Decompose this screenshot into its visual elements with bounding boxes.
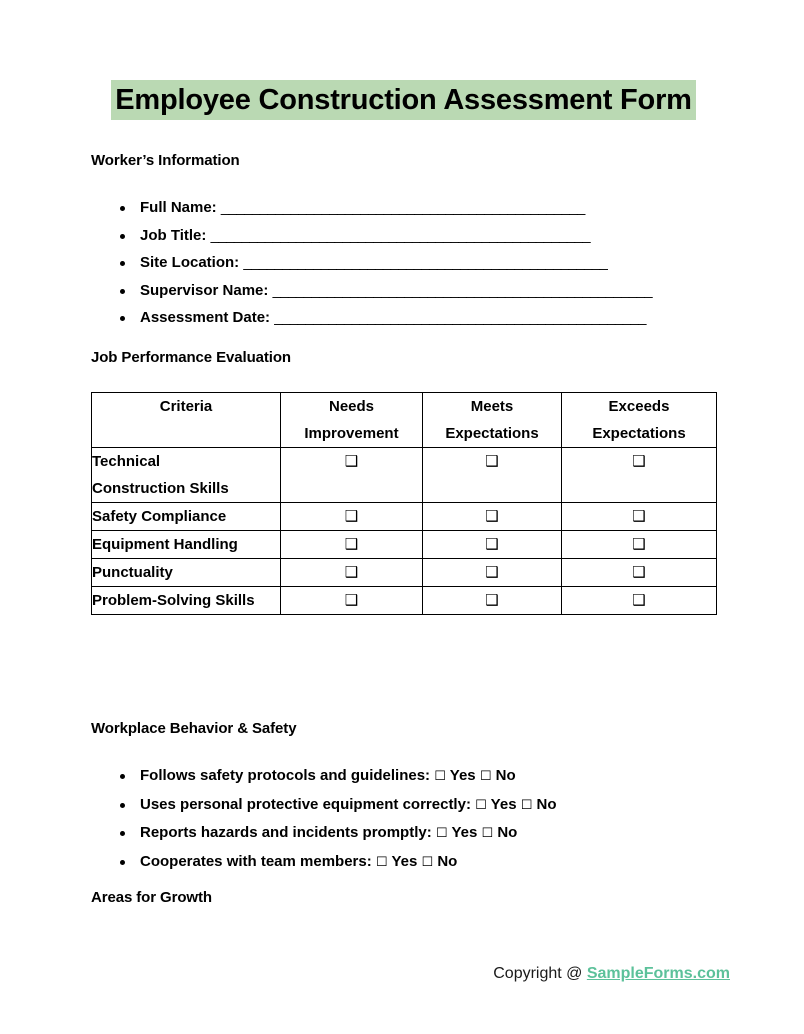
checkbox-icon[interactable]: ❑ (632, 507, 646, 525)
criteria-line1: Punctuality (92, 564, 173, 581)
checkbox-icon-yes[interactable]: ☐ (435, 826, 448, 841)
behavior-yes-label: Yes (449, 767, 476, 784)
section-heading-worker-information: Worker’s Information (91, 152, 240, 169)
behavior-yes-label: Yes (490, 795, 517, 813)
checkbox-cell-exceeds[interactable] (562, 559, 717, 587)
checkbox-icon-yes[interactable]: ☐ (375, 854, 388, 870)
table-row (92, 587, 717, 615)
criteria-cell-punctuality (92, 559, 281, 587)
table-header-row (92, 393, 717, 448)
checkbox-cell-needs[interactable] (281, 531, 423, 559)
behavior-no-label: No (497, 824, 518, 841)
checkbox-cell-exceeds[interactable] (562, 587, 717, 615)
behavior-label-uses-ppe-correctly: Uses personal protective equipment correctly: (140, 795, 471, 813)
checkbox-icon[interactable]: ❑ (344, 507, 359, 525)
list-item (91, 194, 751, 222)
checkbox-cell-needs[interactable] (281, 448, 423, 503)
list-item (91, 791, 751, 820)
checkbox-cell-needs[interactable] (281, 503, 423, 531)
checkbox-icon[interactable]: ❑ (485, 452, 499, 470)
table-row (92, 559, 717, 587)
checkbox-icon[interactable]: ❑ (485, 535, 499, 553)
criteria-cell-equipment-handling (92, 531, 281, 559)
field-line-site-location[interactable]: _______________________________________________ (243, 254, 608, 271)
criteria-line2: Construction Skills (92, 480, 229, 497)
column-header-meets-expectations (423, 393, 562, 448)
checkbox-icon-yes[interactable]: ☐ (434, 769, 446, 784)
checkbox-icon-yes[interactable]: ☐ (475, 797, 487, 813)
field-line-supervisor-name[interactable]: _________________________________________________ (272, 281, 652, 299)
column-header-exceeds-expectations (562, 393, 717, 448)
checkbox-icon-no[interactable]: ☐ (520, 797, 533, 813)
list-item (91, 222, 751, 250)
checkbox-cell-exceeds[interactable] (562, 531, 717, 559)
checkbox-cell-meets[interactable] (423, 503, 562, 531)
table-row (92, 503, 717, 531)
field-label-job-title: Job Title: (140, 226, 207, 244)
field-label-assessment-date: Assessment Date: (140, 309, 271, 326)
behavior-label-cooperates-with-team: Cooperates with team members: (140, 852, 372, 870)
column-header-exceeds-line1: Exceeds (608, 398, 670, 415)
column-header-meets-line2: Expectations (445, 425, 539, 442)
footer-link-sampleforms[interactable]: SampleForms.com (586, 965, 730, 982)
behavior-no-label: No (495, 767, 516, 784)
checkbox-icon[interactable]: ❑ (485, 563, 499, 581)
checkbox-icon-no[interactable]: ☐ (479, 769, 492, 784)
list-item (91, 277, 751, 305)
list-item (91, 819, 751, 848)
checkbox-icon[interactable]: ❑ (485, 507, 499, 525)
checkbox-icon-no[interactable]: ☐ (481, 826, 494, 841)
section-heading-workplace-behavior-safety: Workplace Behavior & Safety (91, 720, 297, 737)
behavior-label-follows-safety-protocols: Follows safety protocols and guidelines: (140, 767, 431, 784)
column-header-needs-line2: Improvement (304, 425, 399, 442)
section-heading-areas-for-growth: Areas for Growth (91, 889, 212, 906)
job-performance-table (91, 392, 717, 615)
column-header-criteria-line1: Criteria (159, 398, 213, 415)
behavior-label-reports-hazards: Reports hazards and incidents promptly: (140, 824, 432, 841)
checkbox-cell-meets[interactable] (423, 448, 562, 503)
footer-copyright-text: Copyright @ (493, 965, 587, 982)
footer (0, 963, 804, 985)
field-label-supervisor-name: Supervisor Name: (140, 281, 269, 299)
checkbox-cell-needs[interactable] (281, 559, 423, 587)
field-line-full-name[interactable]: _______________________________________________ (220, 199, 585, 216)
page-title: Employee Construction Assessment Form (111, 80, 696, 120)
list-item (91, 848, 751, 877)
page-title-container (91, 80, 716, 120)
column-header-needs-line1: Needs (328, 398, 375, 415)
checkbox-icon[interactable]: ❑ (344, 535, 359, 553)
field-label-full-name: Full Name: (140, 199, 217, 216)
column-header-exceeds-line2: Expectations (592, 425, 686, 442)
checkbox-cell-needs[interactable] (281, 587, 423, 615)
behavior-yes-label: Yes (451, 824, 478, 841)
checkbox-icon[interactable]: ❑ (632, 563, 646, 581)
list-item (91, 249, 751, 277)
checkbox-icon[interactable]: ❑ (344, 591, 359, 609)
checkbox-cell-exceeds[interactable] (562, 448, 717, 503)
checkbox-icon[interactable]: ❑ (344, 563, 359, 581)
behavior-no-label: No (437, 852, 458, 870)
table-row (92, 531, 717, 559)
criteria-line1: Equipment Handling (92, 536, 238, 553)
checkbox-cell-meets[interactable] (423, 531, 562, 559)
checkbox-icon[interactable]: ❑ (632, 591, 646, 609)
checkbox-icon[interactable]: ❑ (632, 535, 646, 553)
list-item (91, 304, 751, 332)
behavior-yes-label: Yes (391, 852, 418, 870)
worker-information-list (91, 194, 751, 332)
criteria-cell-technical-construction-skills (92, 448, 281, 503)
criteria-line1: Safety Compliance (92, 508, 227, 525)
checkbox-cell-exceeds[interactable] (562, 503, 717, 531)
section-heading-job-performance-evaluation: Job Performance Evaluation (91, 349, 291, 366)
behavior-no-label: No (536, 795, 557, 813)
column-header-needs-improvement (281, 393, 423, 448)
criteria-cell-safety-compliance (92, 503, 281, 531)
workplace-behavior-list (91, 762, 751, 876)
checkbox-icon[interactable]: ❑ (632, 452, 646, 470)
checkbox-cell-meets[interactable] (423, 587, 562, 615)
table-row (92, 448, 717, 503)
column-header-criteria (92, 393, 281, 448)
column-header-meets-line1: Meets (470, 398, 514, 415)
checkbox-icon[interactable]: ❑ (344, 452, 359, 470)
criteria-line1: Technical (92, 453, 161, 470)
criteria-line1: Problem-Solving Skills (92, 592, 255, 609)
field-line-assessment-date[interactable]: ________________________________________________ (274, 309, 646, 326)
checkbox-icon[interactable]: ❑ (485, 591, 499, 609)
checkbox-icon-no[interactable]: ☐ (421, 854, 434, 870)
field-label-site-location: Site Location: (140, 254, 240, 271)
list-item (91, 762, 751, 791)
field-line-job-title[interactable]: _________________________________________________ (210, 226, 590, 244)
checkbox-cell-meets[interactable] (423, 559, 562, 587)
criteria-cell-problem-solving-skills (92, 587, 281, 615)
